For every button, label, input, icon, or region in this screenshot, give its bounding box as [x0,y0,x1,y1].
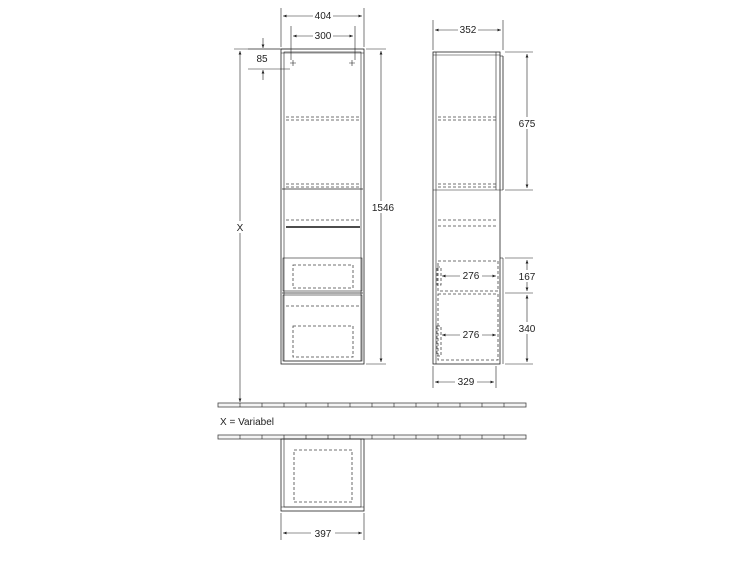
dim-top-offset: 85 [256,54,268,65]
variable-note: X = Variabel [220,417,275,428]
top-drawer-box [294,450,352,502]
dim-depth-overall: 352 [459,25,477,36]
dim-top-width: 397 [314,529,332,540]
dim-upper-door-height: 675 [518,119,536,130]
front-view [234,8,396,402]
dim-drawer-height-lower: 340 [518,324,536,335]
floor-line-upper [218,403,526,407]
dim-width-overall: 404 [314,11,332,22]
front-drawer-lower [283,295,362,361]
dim-width-inner: 300 [314,31,332,42]
front-drawer-upper [283,258,362,291]
dim-variable-height: X [236,223,244,234]
side-drawer-lower [438,294,498,360]
floor-line-lower [218,435,526,439]
dim-drawer-depth-lower: 276 [462,330,480,341]
side-cabinet-outline [433,52,500,364]
front-cabinet-inner [284,52,361,361]
front-drawer-lower-box [293,326,353,357]
mount-marker-right [349,60,355,66]
dim-drawer-height-upper: 167 [518,272,536,283]
mount-marker-left [290,60,296,66]
top-view [281,439,364,540]
dim-depth-base: 329 [457,377,475,388]
dim-height-overall: 1546 [371,203,395,214]
dim-drawer-depth-upper: 276 [462,271,480,282]
front-cabinet-outline [281,49,364,364]
front-drawer-upper-box [293,265,353,288]
side-view [433,20,539,388]
